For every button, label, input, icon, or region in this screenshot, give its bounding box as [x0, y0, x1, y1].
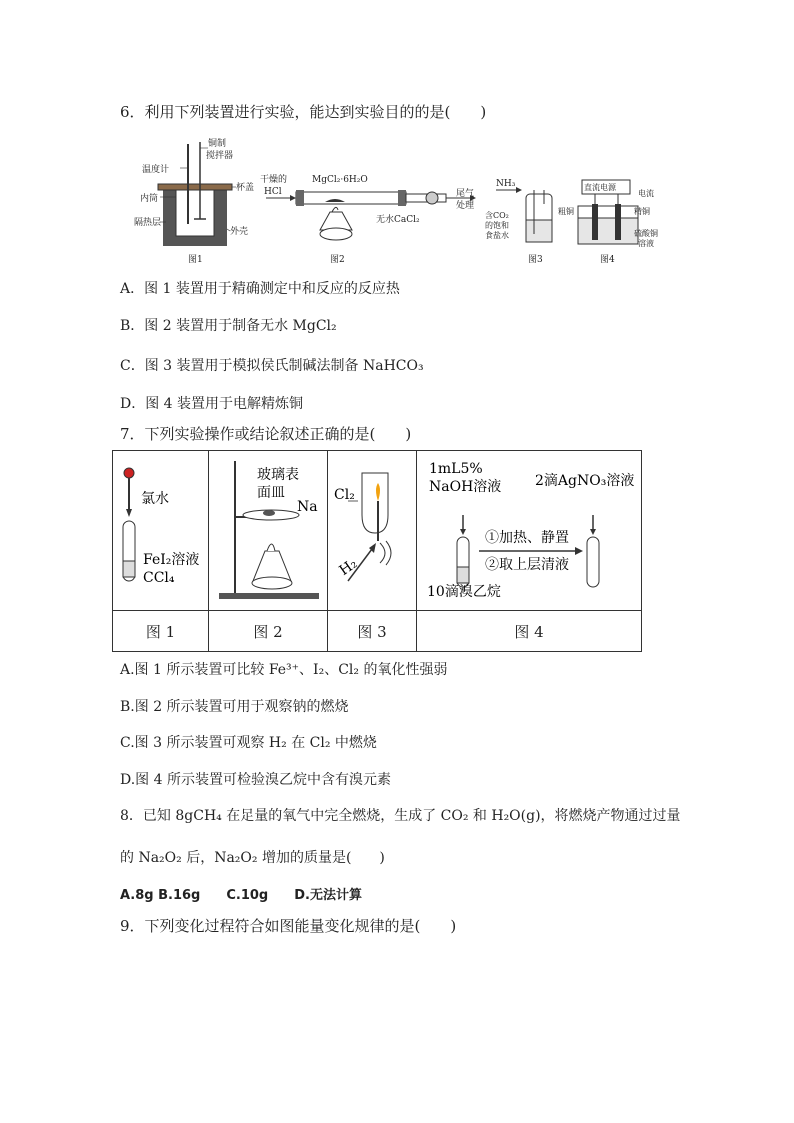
- fig4-electrolysis: [558, 180, 658, 265]
- fig1-label-lid: 杯盖: [236, 183, 255, 193]
- q7-cell-3: [328, 451, 417, 611]
- q7-cell-4: [417, 451, 642, 611]
- fig2-label-exhaust1: 尾气: [456, 189, 475, 199]
- fig2-apparatus: [260, 173, 476, 265]
- q7-cell2-label-na: Na: [297, 499, 318, 515]
- q6-option-b: B．图 2 装置用于制备无水 MgCl₂: [120, 318, 337, 334]
- q7-test-tube-4b: [587, 537, 599, 587]
- fig3-label-saturated: 的饱和: [485, 221, 509, 230]
- fig4-label-cuso4: 硫酸铜: [634, 229, 658, 238]
- fig4-caption: 图4: [600, 255, 615, 265]
- fig2-label-dry: 干燥的: [260, 175, 288, 185]
- q7-cell1-label-fei2: FeI₂溶液: [143, 552, 200, 568]
- q8-line1: 8．已知 8gCH₄ 在足量的氧气中完全燃烧，生成了 CO₂ 和 H₂O(g)，将燃烧产物通过过量: [120, 808, 681, 824]
- fig1-label-copper: 铜制: [208, 139, 227, 149]
- q7-caption-4: 图 4: [417, 611, 642, 652]
- fig4-label-crude: 粗铜: [558, 207, 574, 216]
- q7-cell3-label-cl2: Cl₂: [334, 487, 355, 503]
- fig2-caption: 图2: [330, 255, 345, 265]
- q7-cell2-label-glass1: 玻璃表: [257, 467, 299, 483]
- q7-figure-table: [112, 450, 642, 652]
- fig1-caption: 图1: [188, 255, 203, 265]
- q7-option-c: C.图 3 所示装置可观察 H₂ 在 Cl₂ 中燃烧: [120, 735, 377, 751]
- fig3-caption: 图3: [528, 255, 543, 265]
- q7-cell2-label-glass2: 面皿: [257, 485, 285, 501]
- fig1-label-inner: 内筒: [140, 194, 159, 204]
- q7-caption-2: 图 2: [209, 611, 328, 652]
- q7-base: [219, 593, 319, 599]
- fig1-calorimeter: [134, 137, 254, 265]
- fig1-inner-cup: [176, 186, 214, 236]
- q6-option-d: D．图 4 装置用于电解精炼铜: [120, 396, 304, 412]
- fig4-label-pure: 精铜: [634, 207, 650, 216]
- q6-option-c: C．图 3 装置用于模拟侯氏制碱法制备 NaHCO₃: [120, 358, 424, 374]
- fig3-label-brine: 食盐水: [485, 231, 509, 240]
- q7-cell4-label-step2: ②取上层清液: [485, 557, 569, 573]
- fig1-label-thermometer: 温度计: [142, 165, 170, 175]
- fig2-label-mgcl2: MgCl₂·6H₂O: [312, 175, 368, 185]
- fig1-label-shell: 外壳: [230, 227, 249, 237]
- q7-cell4-label-naoh: NaOH溶液: [429, 479, 502, 495]
- fig3-label-co2: 含CO₂: [485, 211, 509, 220]
- q7-cell-1: [113, 451, 209, 611]
- q7-option-b: B.图 2 所示装置可用于观察钠的燃烧: [120, 699, 349, 715]
- fig1-label-insulation: 隔热层: [134, 218, 162, 228]
- fig4-label-current: 电流: [638, 189, 654, 198]
- q6-figures: [134, 134, 660, 268]
- q7-caption-1: 图 1: [113, 611, 209, 652]
- fig3-label-nh3: NH₃: [496, 179, 516, 189]
- q7-stem: 7．下列实验操作或结论叙述正确的是( ): [120, 425, 412, 443]
- q8-line2: 的 Na₂O₂ 后，Na₂O₂ 增加的质量是( ): [120, 850, 385, 866]
- fig2-label-cacl2: 无水CaCl₂: [376, 215, 420, 225]
- fig3-gas-bottle: [485, 179, 552, 265]
- q7-cell4-label-bromoethane: 10滴溴乙烷: [427, 584, 501, 600]
- q9-stem: 9．下列变化过程符合如图能量变化规律的是( ): [120, 917, 457, 935]
- fig4-anode: [592, 204, 598, 240]
- fig1-label-stirrer: 搅拌器: [206, 151, 234, 161]
- q7-gas-jar: [362, 473, 388, 533]
- q6-stem: 6．利用下列装置进行实验，能达到实验目的的是( ): [120, 103, 487, 121]
- q7-cell3-label-h2: H₂: [336, 555, 361, 579]
- q7-cell4-label-agno3: 2滴AgNO₃溶液: [535, 473, 635, 489]
- q6-option-a: A．图 1 装置用于精确测定中和反应的反应热: [120, 281, 400, 297]
- fig1-lid: [158, 184, 232, 190]
- fig2-lamp: [320, 212, 352, 230]
- fig2-tube: [296, 192, 406, 204]
- q7-option-d: D.图 4 所示装置可检验溴乙烷中含有溴元素: [120, 772, 391, 788]
- q8-options: A.8g B.16g C.10g D.无法计算: [120, 888, 362, 903]
- q7-cell-2: [209, 451, 328, 611]
- q7-caption-3: 图 3: [328, 611, 417, 652]
- fig4-label-solution: 溶液: [638, 239, 654, 248]
- q7-cell1-label-ccl4: CCl₄: [143, 570, 175, 586]
- q7-cell1-label-chlorine: 氯水: [141, 491, 169, 507]
- q7-cell4-label-1ml: 1mL5%: [429, 461, 483, 477]
- q7-cell4-label-step1: ①加热、静置: [485, 530, 569, 546]
- fig4-label-power: 直流电源: [584, 183, 616, 192]
- fig2-label-hcl: HCl: [264, 187, 282, 197]
- q7-option-a: A.图 1 所示装置可比较 Fe³⁺、I₂、Cl₂ 的氧化性强弱: [120, 662, 448, 678]
- fig4-cathode: [615, 204, 621, 240]
- fig2-label-exhaust2: 处理: [456, 201, 475, 211]
